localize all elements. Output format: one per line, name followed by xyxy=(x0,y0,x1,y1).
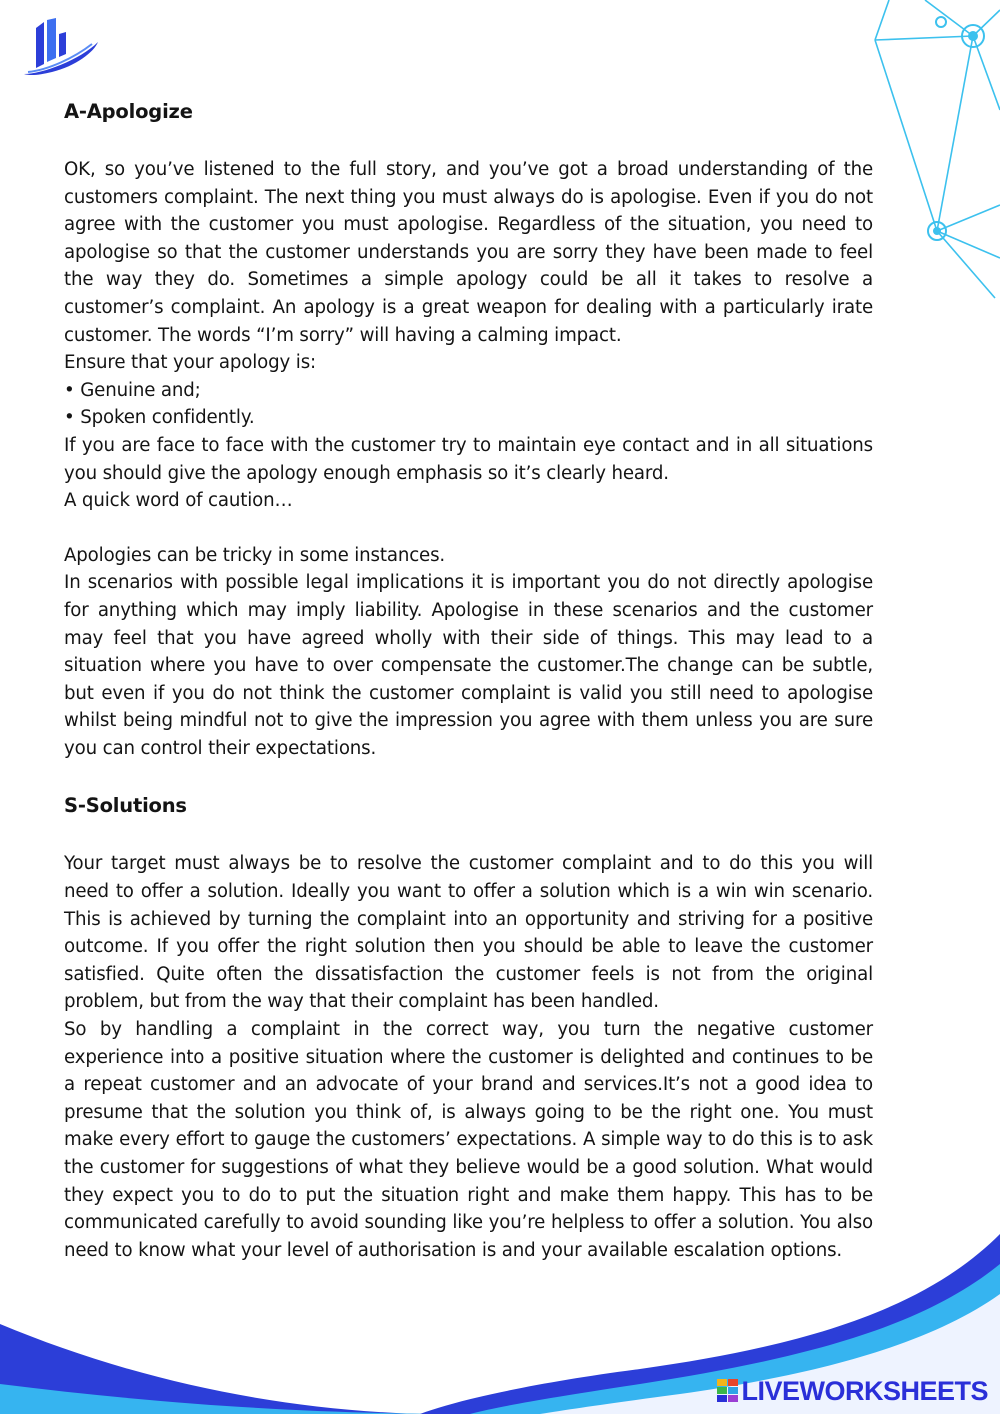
paragraph: OK, so you’ve listened to the full story, and you’ve got a broad understanding of the customers complaint. The next thing you must always do is apologise. Even if you do not agree with the customer you must apologise. Regardless of the situation, you need to apologise so that the customer understands you are sorry they have been made to feel the way they do. Sometimes a simple apology could be all it takes to resolve a customer’s complaint. An apology is a great weapon for dealing with a particularly irate customer. The words “I’m sorry” will having a calming impact. xyxy=(64,159,873,346)
paragraph: Ensure that your apology is: xyxy=(64,352,317,374)
paragraph: Your target must always be to resolve the customer complaint and to do this you will need to offer a solution. Ideally you want to offer a solution which is a win win scenario. This is achieved by turning the complaint into an opportunity and striving for a positive outcome. If you offer the right solution then you should be able to leave the customer satisfied. Quite often the dissatisfaction the customer feels is not from the original problem, but from the way that their complaint has been handled. xyxy=(64,853,873,1013)
network-nodes-decoration xyxy=(865,0,1000,305)
paragraph: In scenarios with possible legal implications it is important you do not directly apologise for anything which may imply liability. Apologise in these scenarios and the customer may feel that you have agreed wholly with their side of things. This may lead to a situation where you have to over compensate the customer.The change can be subtle, but even if you do not think the customer complaint is valid you still need to apologise whilst being mindful not to give the impression you agree with them unless you are sure you can control their expectations. xyxy=(64,572,873,759)
paragraph: A quick word of caution… xyxy=(64,490,293,512)
section-heading-apologize: A-Apologize xyxy=(64,100,193,123)
brand-name: LIVEWORKSHEETS xyxy=(741,1375,988,1406)
paragraph: So by handling a complaint in the correct way, you turn the negative customer experience into a positive situation where the customer is delighted and continues to be a repeat customer and an advocate of your brand and services.It’s not a good idea to presume that the solution you think of, is always going to be the right one. You must make every effort to gauge the customers’ expectations. A simple way to do this is to ask the customer for suggestions of what they believe would be a good solution. What would they expect you to do to put the situation right and make them happy. This has to be communicated carefully to avoid sounding like you’re helpless to offer a solution. You also need to know what your level of authorisation is and your available escalation options. xyxy=(64,1019,873,1261)
bullet-item: • Spoken confidently. xyxy=(64,407,255,429)
liveworksheets-logo-icon xyxy=(717,1379,739,1403)
section-heading-solutions: S-Solutions xyxy=(64,794,187,818)
building-logo-icon xyxy=(22,18,102,80)
bullet-item: • Genuine and; xyxy=(64,379,201,401)
paragraph: Apologies can be tricky in some instances. xyxy=(64,544,446,566)
document-body xyxy=(64,96,873,1264)
brand-watermark xyxy=(717,1376,988,1406)
paragraph: If you are face to face with the customer try to maintain eye contact and in all situations you should give the apology enough emphasis so it’s clearly heard. xyxy=(64,434,873,484)
